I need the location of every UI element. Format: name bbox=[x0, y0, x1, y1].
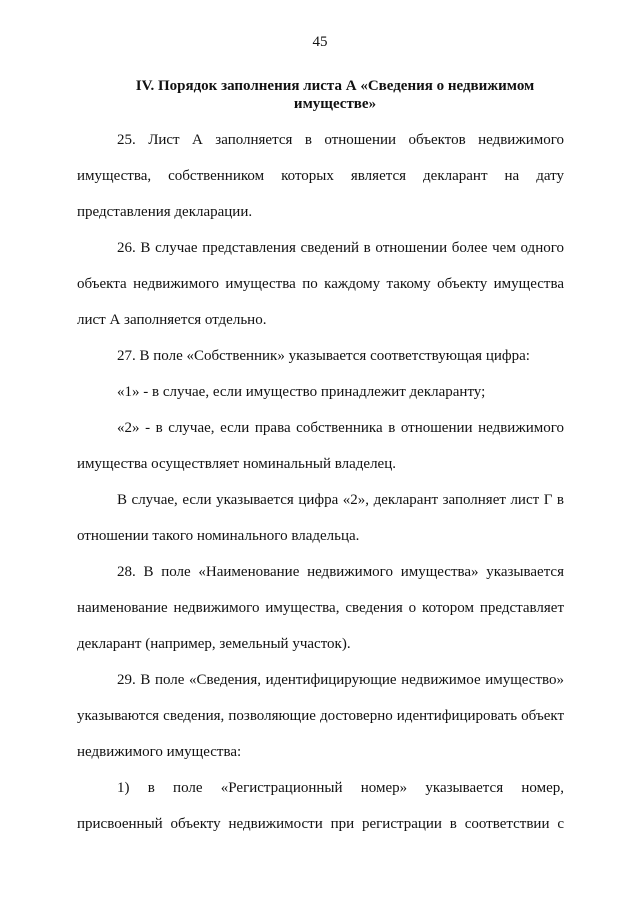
page-number: 45 bbox=[312, 34, 328, 50]
paragraph-26: 26. В случае представления сведений в отношении более чем одного объекта недвижимого имущества по каждому такому объекту имущества лист А заполняется отдельно. bbox=[77, 240, 564, 328]
paragraph-27: 27. В поле «Собственник» указывается соответствующая цифра: bbox=[117, 348, 530, 364]
paragraph-27-option-1: «1» - в случае, если имущество принадлежит декларанту; bbox=[117, 384, 486, 400]
paragraph-28: 28. В поле «Наименование недвижимого имущества» указывается наименование недвижимого имущества, сведения о котором представляет декларант (например, земельный участок). bbox=[77, 564, 564, 652]
paragraph-29: 29. В поле «Сведения, идентифицирующие недвижимое имущество» указываются сведения, позволяющие достоверно идентифицировать объект недвижимого имущества: bbox=[77, 672, 564, 760]
paragraph-25: 25. Лист А заполняется в отношении объектов недвижимого имущества, собственником которых является декларант на дату представления декларации. bbox=[77, 132, 564, 220]
section-heading-line-1: IV. Порядок заполнения листа А «Сведения о недвижимом bbox=[135, 78, 535, 94]
paragraph-29-item-1: 1) в поле «Регистрационный номер» указывается номер, присвоенный объекту недвижимости при регистрации в соответствии с bbox=[77, 780, 564, 832]
paragraph-27-option-2: «2» - в случае, если права собственника в отношении недвижимого имущества осуществляет номинальный владелец. bbox=[77, 420, 564, 472]
section-heading-line-2: имуществе» bbox=[293, 96, 377, 112]
paragraph-27-note: В случае, если указывается цифра «2», декларант заполняет лист Г в отношении такого номинального владельца. bbox=[77, 492, 564, 544]
document-body bbox=[77, 122, 564, 842]
section-heading bbox=[100, 77, 570, 113]
